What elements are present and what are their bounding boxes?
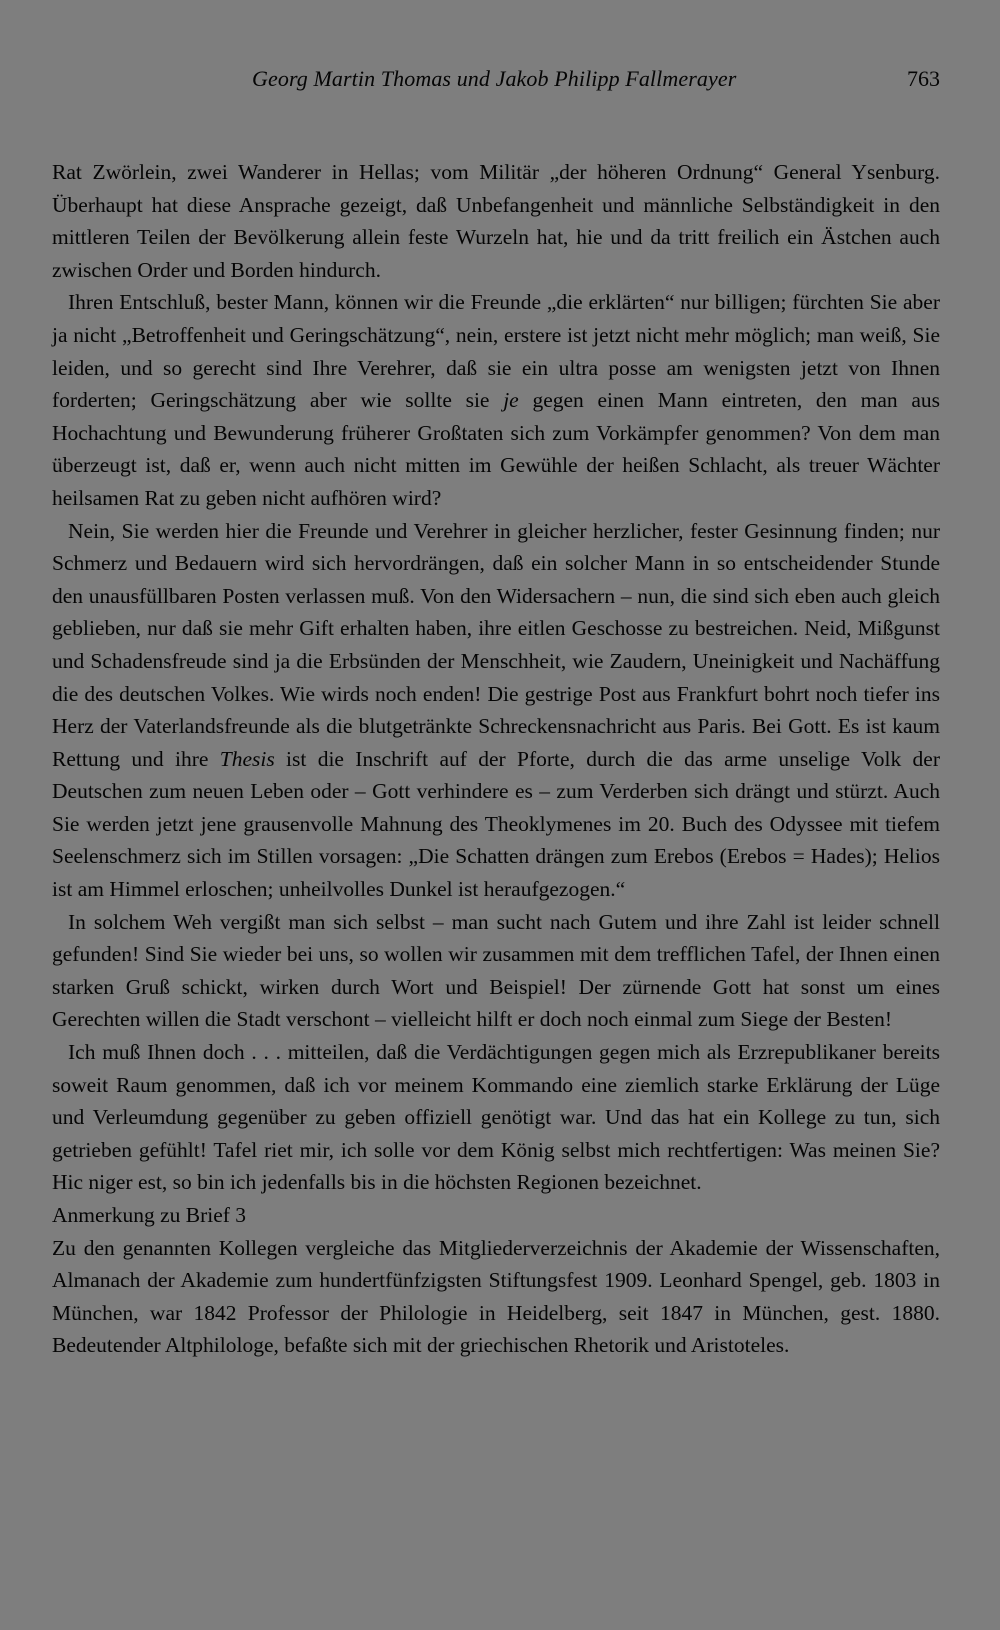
italic-word: je — [503, 388, 519, 413]
paragraph-4 — [52, 906, 940, 1036]
body-text — [52, 156, 940, 1362]
paragraph-text: Rat Zwörlein, zwei Wanderer in Hellas; vom Militär „der höheren Ordnung“ General Ysenburg. Überhaupt hat diese Ansprache gezeigt, daß Unbefangenheit und männliche Selbständigkeit in den mittleren Teilen der Bevölkerung allein feste Wurzeln hat, hie und da tritt freilich ein Ästchen auch zwischen Order und Borden hindurch. — [52, 160, 940, 282]
paragraph-3 — [52, 515, 940, 906]
running-title: Georg Martin Thomas und Jakob Philipp Fallmerayer — [252, 66, 737, 91]
paragraph-text: Ich muß Ihnen doch . . . mitteilen, daß die Verdächtigungen gegen mich als Erzrepublikaner bereits soweit Raum genommen, daß ich vor meinem Kommando eine ziemlich starke Erklärung der Lüge und Verleumdung gegenüber zu geben offiziell genötigt war. Und das hat ein Kollege zu tun, sich getrieben gefühlt! Tafel riet mir, ich solle vor dem König selbst mich rechtfertigen: Was meinen Sie? Hic niger est, so bin ich jedenfalls bis in die höchsten Regionen bezeichnet. — [52, 1040, 940, 1195]
italic-word: Thesis — [219, 746, 275, 771]
paragraph-text-continued: gegen einen Mann eintreten, den man aus Hochachtung und Bewunderung früherer Großtaten sich zum Vorkämpfer genommen? Von dem man überzeugt ist, daß er, wenn auch nicht mitten im Gewühle der heißen Schlacht, als treuer Wächter heilsamen Rat zu geben nicht aufhören wird? — [52, 388, 941, 510]
running-head — [52, 66, 940, 100]
paragraph-text: Nein, Sie werden hier die Freunde und Verehrer in gleicher herzlicher, fester Gesinnung finden; nur Schmerz und Bedauern wird sich hervordrängen, daß ein solcher Mann in so entscheidender Stunde den unausfüllbaren Posten verlassen muß. Von den Widersachern – nun, die sind sich eben auch gleich geblieben, nur daß sie mehr Gift erhalten haben, ihre eitlen Geschosse zu bestreichen. Neid, Mißgunst und Schadensfreude sind ja die Erbsünden der Menschheit, wie Zaudern, Uneinigkeit und Nachäffung die des deutschen Volkes. Wie wirds noch enden! Die gestrige Post aus Frankfurt bohrt noch tiefer ins Herz der Vaterlandsfreunde als die blutgetränkte Schreckensnachricht aus Paris. Bei Gott. Es ist kaum Rettung und ihre — [52, 518, 940, 771]
paragraph-text: In solchem Weh vergißt man sich selbst – man sucht nach Gutem und ihre Zahl ist leider schnell gefunden! Sind Sie wieder bei uns, so wollen wir zusammen mit dem trefflichen Tafel, der Ihnen einen starken Gruß schickt, wirken durch Wort und Beispiel! Der zürnende Gott hat sonst um eines Gerechten willen die Stadt verschont – vielleicht hilft er doch noch einmal zum Siege der Besten! — [52, 909, 940, 1032]
paragraph-1 — [52, 156, 940, 286]
note-heading: Anmerkung zu Brief 3 — [52, 1203, 247, 1227]
page-number: 763 — [907, 66, 940, 91]
paragraph-2 — [52, 286, 940, 514]
paragraph-5 — [52, 1036, 940, 1199]
paragraph-text: Ihren Entschluß, bester Mann, können wir die Freunde „die erklärten“ nur billigen; fürchten Sie aber ja nicht „Betroffenheit und Geringschätzung“, nein, erstere ist jetzt nicht mehr möglich; man weiß, Sie leiden, und so gerecht sind Ihre Verehrer, daß sie ein ultra posse am wenigsten jetzt von Ihnen forderten; Geringschätzung aber wie sollte sie — [52, 290, 940, 413]
note-paragraph: Zu den genannten Kollegen vergleiche das Mitgliederverzeichnis der Akademie der Wissenschaften, Almanach der Akademie zum hundertfünfzigsten Stiftungsfest 1909. Leonhard Spengel, geb. 1803 in München, war 1842 Professor der Philologie in Heidelberg, seit 1847 in München, gest. 1880. Bedeutender Altphilologe, befaßte sich mit der griechischen Rhetorik und Aristoteles. — [52, 1235, 940, 1358]
paragraph-text-continued: ist die Inschrift auf der Pforte, durch die das arme unselige Volk der Deutschen zum neuen Leben oder – Gott verhindere es – zum Verderben sich drängt und stürzt. Auch Sie werden jetzt jene grausenvolle Mahnung des Theoklymenes im 20. Buch des Odyssee mit tiefem Seelenschmerz sich im Stillen vorsagen: „Die Schatten drängen zum Erebos (Erebos = Hades); Helios ist am Himmel erloschen; unheilvolles Dunkel ist heraufgezogen.“ — [52, 746, 940, 902]
note-text — [52, 1232, 940, 1362]
